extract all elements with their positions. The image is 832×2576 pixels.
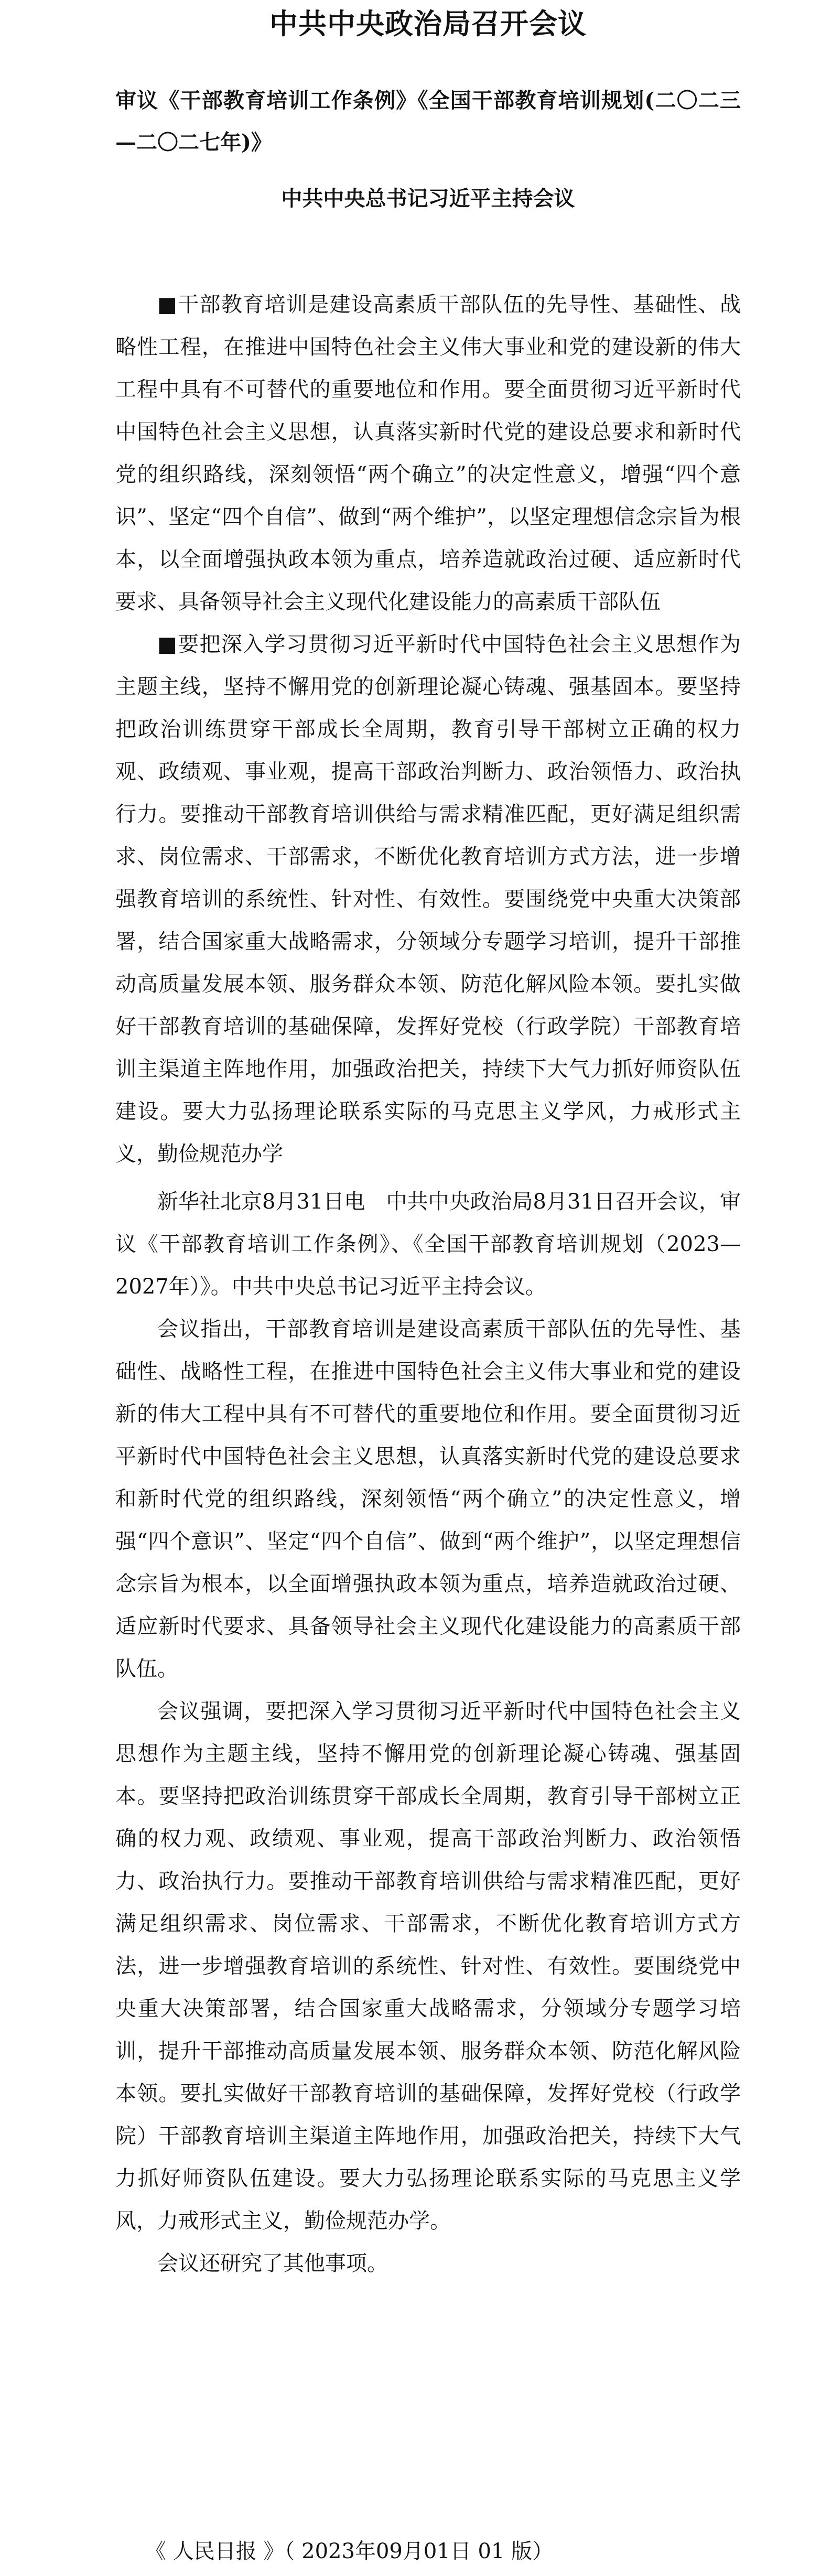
- body-paragraph-meeting-emphasized: 会议强调，要把深入学习贯彻习近平新时代中国特色社会主义思想作为主题主线，坚持不懈用党的创新理论凝心铸魂、强基固本。要坚持把政治训练贯穿干部成长全周期，教育引导干部树立正确的权力观、政绩观、事业观，提高干部政治判断力、政治领悟力、政治执行力。要推动干部教育培训供给与需求精准匹配，更好满足组织需求、岗位需求、干部需求，不断优化教育培训方式方法，进一步增强教育培训的系统性、针对性、有效性。要围绕党中央重大决策部署，结合国家重大战略需求，分领域分专题学习培训，提升干部推动高质量发展本领、服务群众本领、防范化解风险本领。要扎实做好干部教育培训的基础保障，发挥好党校（行政学院）干部教育培训主渠道主阵地作用，加强政治把关，持续下大气力抓好师资队伍建设。要大力弘扬理论联系实际的马克思主义学风，力戒形式主义，勤俭规范办学。: [115, 1699, 741, 2233]
- summary-paragraph-2: ■要把深入学习贯彻习近平新时代中国特色社会主义思想作为主题主线，坚持不懈用党的创新理论凝心铸魂、强基固本。要坚持把政治训练贯穿干部成长全周期，教育引导干部树立正确的权力观、政绩观、事业观，提高干部政治判断力、政治领悟力、政治执行力。要推动干部教育培训供给与需求精准匹配，更好满足组织需求、岗位需求、干部需求，不断优化教育培训方式方法，进一步增强教育培训的系统性、针对性、有效性。要围绕党中央重大决策部署，结合国家重大战略需求，分领域分专题学习培训，提升干部推动高质量发展本领、服务群众本领、防范化解风险本领。要扎实做好干部教育培训的基础保障，发挥好党校（行政学院）干部教育培训主渠道主阵地作用，加强政治把关，持续下大气力抓好师资队伍建设。要大力弘扬理论联系实际的马克思主义学风，力戒形式主义，勤俭规范办学: [115, 632, 741, 1166]
- article-subtitle: 审议《干部教育培训工作条例》《全国干部教育培训规划(二〇二三—二〇二七年)》: [115, 88, 741, 155]
- body-paragraph-meeting-pointed-out: 会议指出，干部教育培训是建设高素质干部队伍的先导性、基础性、战略性工程，在推进中国特色社会主义伟大事业和党的建设新的伟大工程中具有不可替代的重要地位和作用。要全面贯彻习近平新时代中国特色社会主义思想，认真落实新时代党的建设总要求和新时代党的组织路线，深刻领悟“两个确立”的决定性意义，增强“四个意识”、坚定“四个自信”、做到“两个维护”，以坚定理想信念宗旨为根本，以全面增强执政本领为重点，培养造就政治过硬、适应新时代要求、具备领导社会主义现代化建设能力的高素质干部队伍。: [115, 1317, 741, 1681]
- article-title: 中共中央政治局召开会议: [269, 7, 587, 40]
- article-summary: [115, 284, 741, 1176]
- article-source: 《 人民日报 》（ 2023年09月01日 01 版）: [145, 2539, 554, 2563]
- summary-paragraph-1: ■干部教育培训是建设高素质干部队伍的先导性、基础性、战略性工程，在推进中国特色社会主义伟大事业和党的建设新的伟大工程中具有不可替代的重要地位和作用。要全面贯彻习近平新时代中国特色社会主义思想，认真落实新时代党的建设总要求和新时代党的组织路线，深刻领悟“两个确立”的决定性意义，增强“四个意识”、坚定“四个自信”、做到“两个维护”，以坚定理想信念宗旨为根本，以全面增强执政本领为重点，培养造就政治过硬、适应新时代要求、具备领导社会主义现代化建设能力的高素质干部队伍: [115, 293, 741, 614]
- article-presider-line: 中共中央总书记习近平主持会议: [281, 186, 575, 211]
- body-paragraph-other-matters: 会议还研究了其他事项。: [157, 2251, 388, 2276]
- body-paragraph-dateline: 新华社北京8月31日电 中共中央政治局8月31日召开会议，审议《干部教育培训工作条例》、《全国干部教育培训规划（2023—2027年）》。中共中央总书记习近平主持会议。: [115, 1190, 741, 1299]
- article-body: [115, 1181, 741, 2285]
